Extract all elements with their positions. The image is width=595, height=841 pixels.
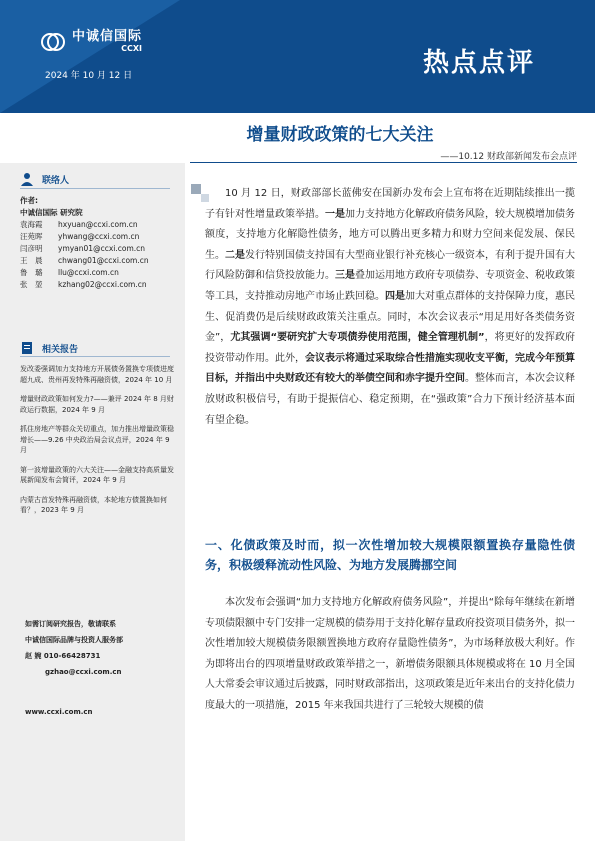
body-paragraph-1 (205, 184, 575, 431)
contact-email-link[interactable]: gzhao@ccxi.com.cn (45, 668, 122, 676)
body-text: 发行特别国债支持国有大型商业银行补充核心一级资本，有利于提升国有大行风险防御和信贷投放能力。 (205, 249, 575, 282)
subscribe-note: 如需订阅研究报告，敬请联系 (25, 620, 116, 628)
website-link[interactable]: www.ccxi.com.cn (25, 708, 93, 716)
body-text: 10 月 12 日，财政部部长蓝佛安在国新办发布会上宣布将在近期陆续推出一揽子有针对性增量政策举措。 (205, 188, 575, 220)
paragraph-2-text: 本次发布会强调“加力支持地方化解政府债务风险”，并提出“除每年继续在新增专项债限额中专门安排一定规模的债券用于支持化解存量政府投资项目债务外，拟一次性增加较大规模债务限额置换地方政府存量隐性债务”，为市场释放极大利好。作为即将出台的四项增量财政政策举措之一，新增债务限额具体规模或将在 10 月全国人大常委会审议通过后披露，同时财政部指出，这项政策是近年来出台的支持化债力度最大的一项措施，2015 年来我国共进行了三轮较大规模的债 (205, 597, 575, 711)
body-text: 叠加运用地方政府专项债券、专项资金、税收政策等工具，支持推动房地产市场止跌回稳。 (205, 270, 575, 302)
reports-section-rule (20, 356, 170, 357)
logo-mark-icon (40, 32, 66, 52)
contact-section-rule (20, 188, 170, 189)
contact-list (20, 195, 149, 291)
report-date: 2024 年 10 月 12 日 (45, 71, 133, 81)
contact-name: 鲁 璐 (20, 268, 43, 277)
document-subtitle: ——10.12 财政部新闻发布会点评 (440, 152, 577, 162)
document-icon (20, 341, 34, 355)
person-icon (20, 172, 34, 186)
header-fold-decoration (0, 0, 180, 113)
contact-row (20, 231, 149, 243)
contact-email[interactable]: hxyuan@ccxi.com.cn (58, 220, 138, 229)
service-dept: 中诚信国际品牌与投资人服务部 (25, 636, 123, 644)
section-heading-1: 一、化债政策及时而，拟一次性增加较大规模限额置换存量隐性债务，积极缓释流动性风险、为地方发展腾挪空间 (205, 538, 575, 572)
contact-phone: 赵 婉 010-66428731 (25, 652, 101, 660)
contact-row (20, 279, 149, 291)
document-title: 增量财政政策的七大关注 (246, 125, 434, 145)
related-reports-list (20, 364, 175, 525)
body-text: ，将更好的发挥政府投资带动作用。此外， (205, 332, 575, 364)
paragraph-marker (191, 184, 201, 194)
institute-name: 中诚信国际 研究院 (20, 208, 83, 217)
contact-email[interactable]: ymyan01@ccxi.com.cn (58, 244, 146, 253)
contact-name: 袁海霞 (20, 220, 43, 229)
emphasis-text: 三是 (335, 270, 355, 282)
reports-section-title: 相关报告 (42, 344, 79, 355)
reports-section-header (20, 341, 78, 355)
emphasis-text: 四是 (385, 290, 405, 302)
contact-row (20, 267, 149, 279)
title-divider (190, 162, 577, 163)
contact-name: 王 晨 (20, 256, 43, 265)
contact-row (20, 219, 149, 231)
contact-email[interactable]: llu@ccxi.com.cn (58, 268, 119, 277)
emphasis-text: 一是 (325, 208, 345, 220)
report-type-badge: 热点点评 (422, 48, 535, 78)
contact-name: 张 堃 (20, 280, 43, 289)
contact-name: 闫彦明 (20, 244, 43, 253)
emphasis-text: 会议表示将通过采取综合性措施实现收支平衡，完成今年预算目标，并指出中央财政还有较大的举债空间和赤字提升空间 (205, 352, 575, 385)
logo-name: 中诚信国际 (72, 29, 143, 44)
header-banner (0, 0, 595, 113)
contact-section-header (20, 172, 69, 186)
subscription-info (25, 619, 123, 683)
contact-section-title: 联络人 (42, 175, 70, 186)
contact-email[interactable]: kzhang02@ccxi.com.cn (58, 280, 147, 289)
contact-email[interactable]: yhwang@ccxi.com.cn (58, 232, 140, 241)
contact-email[interactable]: chwang01@ccxi.com.cn (58, 256, 149, 265)
contact-name: 汪苑晖 (20, 232, 43, 241)
body-text: 加力支持地方化解政府债务风险，较大规模增加债务额度，支持地方化解隐性债务，地方可以腾出更多精力和财力空间来促发展、保民生。 (205, 208, 575, 261)
logo-sub: CCXI (121, 44, 143, 53)
ccxi-logo (40, 30, 142, 53)
body-paragraph-2 (205, 593, 575, 717)
emphasis-text: 二是 (225, 249, 245, 261)
body-text: 。整体而言，本次会议释放财政积极信号，有助于提振信心、稳定预期，在“强政策”合力下预计经济基本面有望企稳。 (205, 373, 575, 426)
contact-row (20, 243, 149, 255)
related-report-link[interactable]: 抓住房地产等群众关切重点，加力推出增量政策稳增长——9.26 中央政治局会议点评，2024 年 9 月 (20, 425, 174, 454)
author-label: 作者: (20, 196, 38, 205)
contact-row (20, 255, 149, 267)
related-report-link[interactable]: 发改委强调加力支持地方开展债务置换专项债进度超九成、贵州再发特殊再融资债，2024 年 10 月 (20, 365, 174, 384)
related-report-link[interactable]: 内蒙古首发特殊再融资债，本轮地方债置换如何看？，2023 年 9 月 (20, 495, 167, 514)
body-text: 加大对重点群体的支持保障力度，惠民生、促消费仍是后续财政政策关注重点。同时，本次会议表示“用足用好各类债务资金”， (205, 290, 575, 344)
emphasis-text: 尤其强调“要研究扩大专项债券使用范围，健全管理机制” (230, 332, 485, 344)
related-report-link[interactable]: 第一波增量政策的六大关注——金融支持高质量发展新闻发布会简评，2024 年 9 月 (20, 465, 174, 484)
related-report-link[interactable]: 增量财政政策如何发力?——兼评 2024 年 8 月财政运行数据，2024 年 9 月 (20, 395, 174, 414)
